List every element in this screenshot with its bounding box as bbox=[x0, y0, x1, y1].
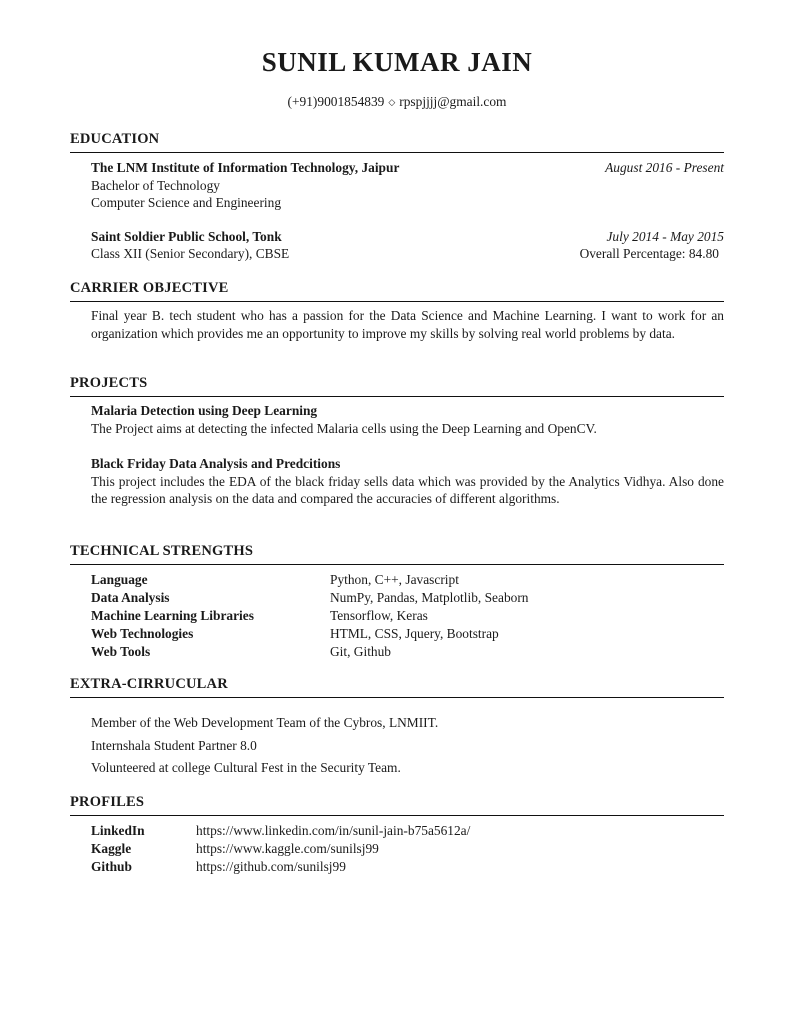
skill-value: NumPy, Pandas, Matplotlib, Seaborn bbox=[330, 589, 529, 605]
skill-label: Data Analysis bbox=[91, 589, 170, 605]
section-title-skills: TECHNICAL STRENGTHS bbox=[70, 543, 724, 565]
degree: Class XII (Senior Secondary), CBSE bbox=[91, 246, 290, 261]
institution-name: Saint Soldier Public School, Tonk bbox=[91, 228, 282, 244]
profile-link-linkedin[interactable]: https://www.linkedin.com/in/sunil-jain-b75a5612a/ bbox=[196, 823, 471, 838]
objective-section bbox=[70, 280, 724, 343]
objective-text: Final year B. tech student who has a passion for the Data Science and Machine Learning. I want to work for an organization which provides me an opportunity to improve my skills by solving real world problems by data. bbox=[91, 308, 724, 341]
profile-label-github: Github bbox=[91, 858, 132, 874]
section-title-objective: CARRIER OBJECTIVE bbox=[70, 280, 724, 302]
project-item bbox=[70, 437, 724, 508]
education-dates: July 2014 - May 2015 bbox=[606, 228, 724, 244]
profile-link-github[interactable]: https://github.com/sunilsj99 bbox=[196, 858, 346, 874]
projects-section bbox=[70, 375, 724, 508]
extracurricular-item: Internshala Student Partner 8.0 bbox=[91, 737, 257, 753]
skill-label: Web Technologies bbox=[91, 625, 194, 641]
profiles-table bbox=[70, 816, 724, 876]
extracurricular-item: Volunteered at college Cultural Fest in the Security Team. bbox=[91, 760, 401, 775]
skill-value: HTML, CSS, Jquery, Bootstrap bbox=[330, 625, 499, 641]
skills-section bbox=[70, 543, 724, 661]
skill-value: Tensorflow, Keras bbox=[330, 607, 428, 623]
profile-label-linkedin: LinkedIn bbox=[91, 823, 145, 838]
project-description: The Project aims at detecting the infected Malaria cells using the Deep Learning and OpenCV. bbox=[91, 420, 597, 436]
profiles-section bbox=[70, 794, 724, 876]
degree: Bachelor of Technology bbox=[91, 177, 220, 193]
skill-value: Python, C++, Javascript bbox=[330, 572, 459, 587]
institution-name: The LNM Institute of Information Technology, Jaipur bbox=[91, 160, 400, 175]
skill-label: Machine Learning Libraries bbox=[91, 607, 254, 623]
extracurricular-item: Member of the Web Development Team of the Cybros, LNMIIT. bbox=[91, 715, 439, 730]
phone-number: (+91)9001854839 bbox=[287, 94, 385, 109]
education-section bbox=[70, 131, 724, 263]
candidate-name: SUNIL KUMAR JAIN bbox=[261, 47, 533, 77]
education-dates: August 2016 - Present bbox=[605, 160, 724, 175]
email-address: rpspjjjj@gmail.com bbox=[399, 94, 507, 109]
project-description: This project includes the EDA of the black friday sells data which was provided by the Analytics Vidhya. Also done the regression analysis on the data and compared the accuracies of different algorithms. bbox=[91, 473, 724, 507]
section-title-profiles: PROFILES bbox=[70, 794, 724, 816]
section-title-projects: PROJECTS bbox=[70, 375, 724, 397]
education-entry bbox=[70, 212, 724, 263]
overall-percentage: Overall Percentage: 84.80 bbox=[579, 246, 719, 261]
project-name: Malaria Detection using Deep Learning bbox=[91, 403, 318, 418]
extracurricular-section bbox=[70, 676, 724, 782]
skill-label: Web Tools bbox=[91, 643, 151, 659]
skill-label: Language bbox=[91, 572, 148, 587]
skill-value: Git, Github bbox=[330, 643, 392, 659]
extracurricular-list bbox=[70, 698, 724, 777]
diamond-icon: ◇ bbox=[388, 97, 396, 107]
contact-line bbox=[0, 94, 794, 110]
section-title-education: EDUCATION bbox=[70, 131, 724, 153]
profile-link-kaggle[interactable]: https://www.kaggle.com/sunilsj99 bbox=[196, 840, 379, 856]
education-entry bbox=[70, 153, 724, 212]
project-item bbox=[70, 397, 724, 437]
skills-table bbox=[70, 565, 724, 661]
project-name: Black Friday Data Analysis and Predcitions bbox=[91, 456, 341, 471]
profile-label-kaggle: Kaggle bbox=[91, 840, 132, 856]
section-title-extracurricular: EXTRA-CIRRUCULAR bbox=[70, 676, 724, 698]
major: Computer Science and Engineering bbox=[91, 195, 282, 210]
